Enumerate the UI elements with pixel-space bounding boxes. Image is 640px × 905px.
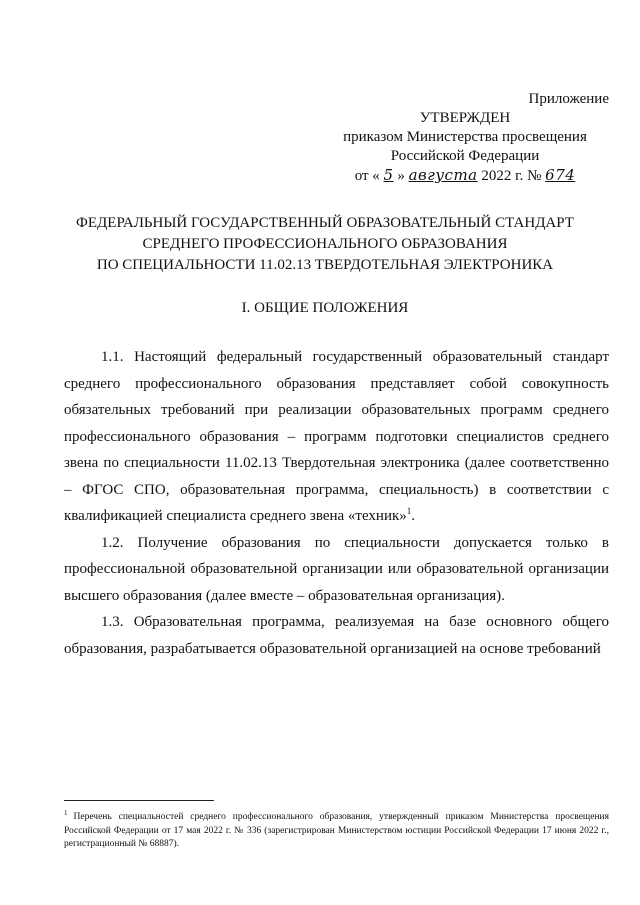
title-line-3: ПО СПЕЦИАЛЬНОСТИ 11.02.13 ТВЕРДОТЕЛЬНАЯ ЭЛЕКТРОНИКА bbox=[96, 257, 554, 273]
paragraph-1-1-end: . bbox=[411, 508, 416, 524]
federation-line: Российской Федерации bbox=[390, 148, 540, 164]
date-prefix: от « bbox=[354, 168, 380, 184]
order-day: 5 bbox=[383, 166, 394, 184]
order-year: 2022 г. № bbox=[481, 168, 542, 184]
order-month: августа bbox=[408, 166, 478, 184]
date-quote-close: » bbox=[397, 168, 405, 184]
paragraph-1-1 bbox=[64, 344, 609, 530]
appendix-label: Приложение bbox=[528, 91, 609, 107]
order-date-line bbox=[340, 166, 590, 186]
document-title bbox=[40, 213, 610, 276]
title-line-1: ФЕДЕРАЛЬНЫЙ ГОСУДАРСТВЕННЫЙ ОБРАЗОВАТЕЛЬНЫЙ СТАНДАРТ bbox=[76, 215, 574, 231]
section-heading: I. ОБЩИЕ ПОЛОЖЕНИЯ bbox=[241, 300, 409, 316]
order-number: 674 bbox=[545, 166, 576, 184]
paragraph-1-2: 1.2. Получение образования по специальности допускается только в профессиональной образовательной организации или образовательной организации высшего образования (далее вместе – образовательная организация). bbox=[64, 534, 609, 604]
footnote-reference: 1 bbox=[406, 506, 412, 516]
footnote-divider bbox=[64, 800, 214, 801]
paragraph-1-3: 1.3. Образовательная программа, реализуемая на базе основного общего образования, разрабатывается образовательной организацией на основе требований bbox=[64, 614, 609, 657]
title-line-2: СРЕДНЕГО ПРОФЕССИОНАЛЬНОГО ОБРАЗОВАНИЯ bbox=[142, 236, 508, 252]
approved-label: УТВЕРЖДЕН bbox=[419, 110, 511, 126]
order-line: приказом Министерства просвещения bbox=[343, 129, 587, 145]
body-text bbox=[64, 344, 609, 662]
paragraph-1-1-text: 1.1. Настоящий федеральный государственный образовательный стандарт среднего профессионального образования представляет собой совокупность обязательных требований при реализации образовательных программ среднего профессионального образования – программ подготовки специалистов среднего звена по специальности 11.02.13 Твердотельная электроника (далее соответственно – ФГОС СПО, образовательная программа, специальность) в соответствии с квалификацией специалиста среднего звена «техник» bbox=[64, 349, 609, 524]
approval-block bbox=[340, 109, 590, 186]
footnote bbox=[64, 807, 609, 852]
footnote-text: Перечень специальностей среднего профессионального образования, утвержденный приказом Министерства просвещения Российской Федерации от 17 мая 2022 г. № 336 (зарегистрирован Министерством юстиции Российской Федерации 17 июня 2022 г., регистрационный № 68887). bbox=[64, 812, 609, 850]
footnote-mark: 1 bbox=[64, 809, 68, 817]
